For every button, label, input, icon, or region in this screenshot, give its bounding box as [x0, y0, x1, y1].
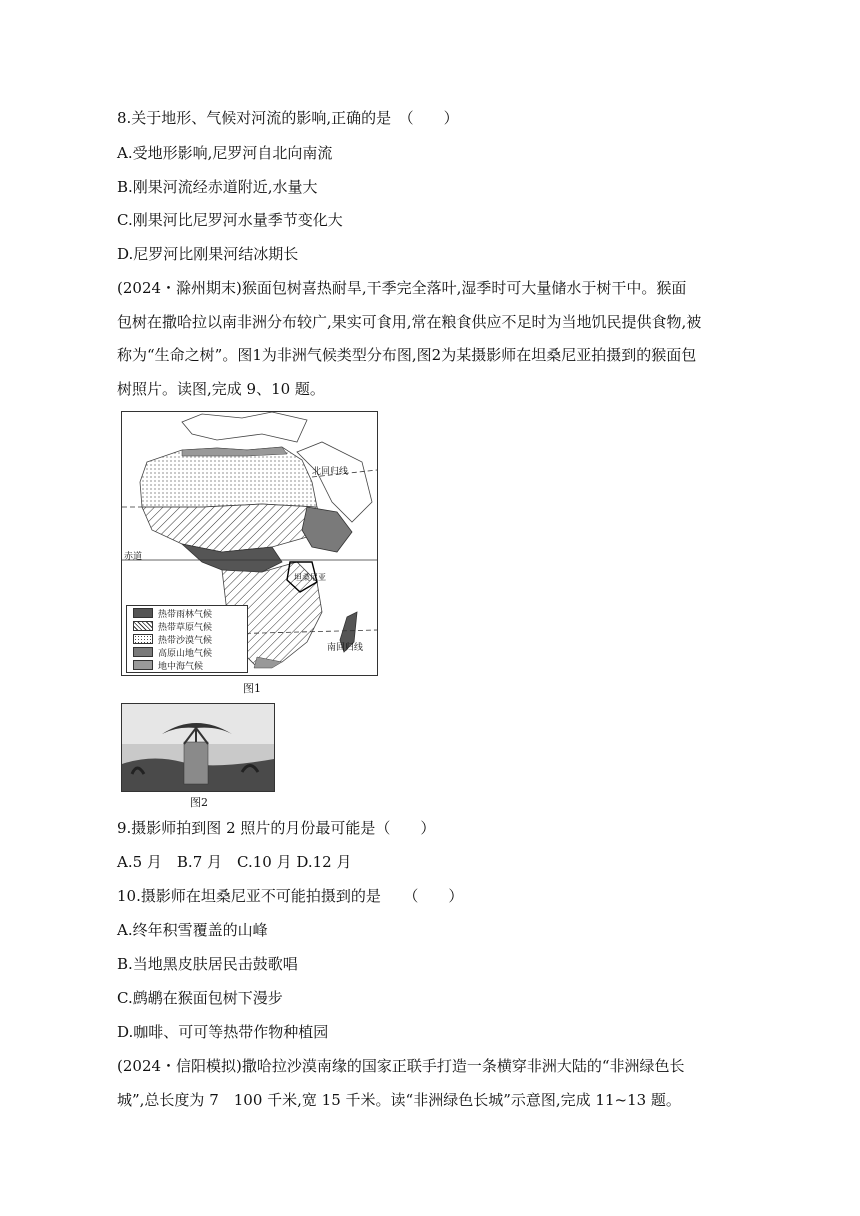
question-8-option-c: C.刚果河比尼罗河水量季节变化大 — [117, 211, 343, 229]
legend-item-savanna — [127, 620, 247, 632]
legend-item-rainforest — [127, 607, 247, 619]
legend-label: 热带草原气候 — [158, 622, 213, 633]
question-10-option-a: A.终年积雪覆盖的山峰 — [117, 921, 268, 939]
map-legend — [126, 605, 248, 673]
intro2-line-2: 城”,总长度为 7 100 千米,宽 15 千米。读“非洲绿色长城”示意图,完成 11~13 题。 — [117, 1091, 681, 1109]
question-8-option-a: A.受地形影响,尼罗河自北向南流 — [117, 144, 333, 162]
question-9-options: A.5 月 B.7 月 C.10 月 D.12 月 — [117, 853, 352, 871]
legend-item-mediterranean — [127, 659, 247, 671]
question-9-stem: 9.摄影师拍到图 2 照片的月份最可能是（ ） — [117, 819, 436, 837]
legend-label: 地中海气候 — [158, 661, 204, 672]
legend-label: 热带沙漠气候 — [158, 635, 213, 646]
figure-2-caption: 图2 — [190, 796, 208, 809]
intro1-line-1: (2024・滁州期末)猴面包树喜热耐旱,干季完全落叶,湿季时可大量储水于树干中。猴面 — [117, 279, 687, 297]
question-10-option-d: D.咖啡、可可等热带作物种植园 — [117, 1023, 329, 1041]
africa-climate-map — [121, 411, 378, 676]
question-10-option-b: B.当地黑皮肤居民击鼓歌唱 — [117, 955, 298, 973]
intro1-line-2: 包树在撒哈拉以南非洲分布较广,果实可食用,常在粮食供应不足时为当地饥民提供食物,被 — [117, 313, 702, 331]
question-10-stem: 10.摄影师在坦桑尼亚不可能拍摄到的是 （ ） — [117, 887, 464, 905]
legend-item-desert — [127, 633, 247, 645]
equator-label: 赤道 — [124, 552, 143, 562]
intro1-line-3: 称为“生命之树”。图1为非洲气候类型分布图,图2为某摄影师在坦桑尼亚拍摄到的猴面包 — [117, 346, 697, 364]
tanzania-label: 坦桑尼亚 — [294, 573, 326, 582]
intro1-line-4: 树照片。读图,完成 9、10 题。 — [117, 380, 325, 398]
question-8-stem: 8.关于地形、气候对河流的影响,正确的是 （ ） — [117, 109, 459, 127]
intro2-line-1: (2024・信阳模拟)撒哈拉沙漠南缘的国家正联手打造一条横穿非洲大陆的“非洲绿色长 — [117, 1057, 685, 1075]
legend-item-highland — [127, 646, 247, 658]
baobab-photo-drawing — [122, 704, 274, 791]
legend-swatch — [133, 608, 153, 618]
legend-label: 高原山地气候 — [158, 648, 213, 659]
question-8-option-d: D.尼罗河比刚果河结冰期长 — [117, 245, 299, 263]
question-8-option-b: B.刚果河流经赤道附近,水量大 — [117, 178, 318, 196]
legend-swatch — [133, 634, 153, 644]
tropic-south-label: 南回归线 — [327, 643, 364, 653]
legend-swatch — [133, 621, 153, 631]
question-10-option-c: C.鹧鹕在猴面包树下漫步 — [117, 989, 283, 1007]
legend-swatch — [133, 647, 153, 657]
figure-1-caption: 图1 — [243, 682, 261, 695]
legend-swatch — [133, 660, 153, 670]
baobab-photo — [121, 703, 275, 792]
legend-label: 热带雨林气候 — [158, 609, 213, 620]
tropic-north-label: 北回归线 — [312, 467, 349, 477]
